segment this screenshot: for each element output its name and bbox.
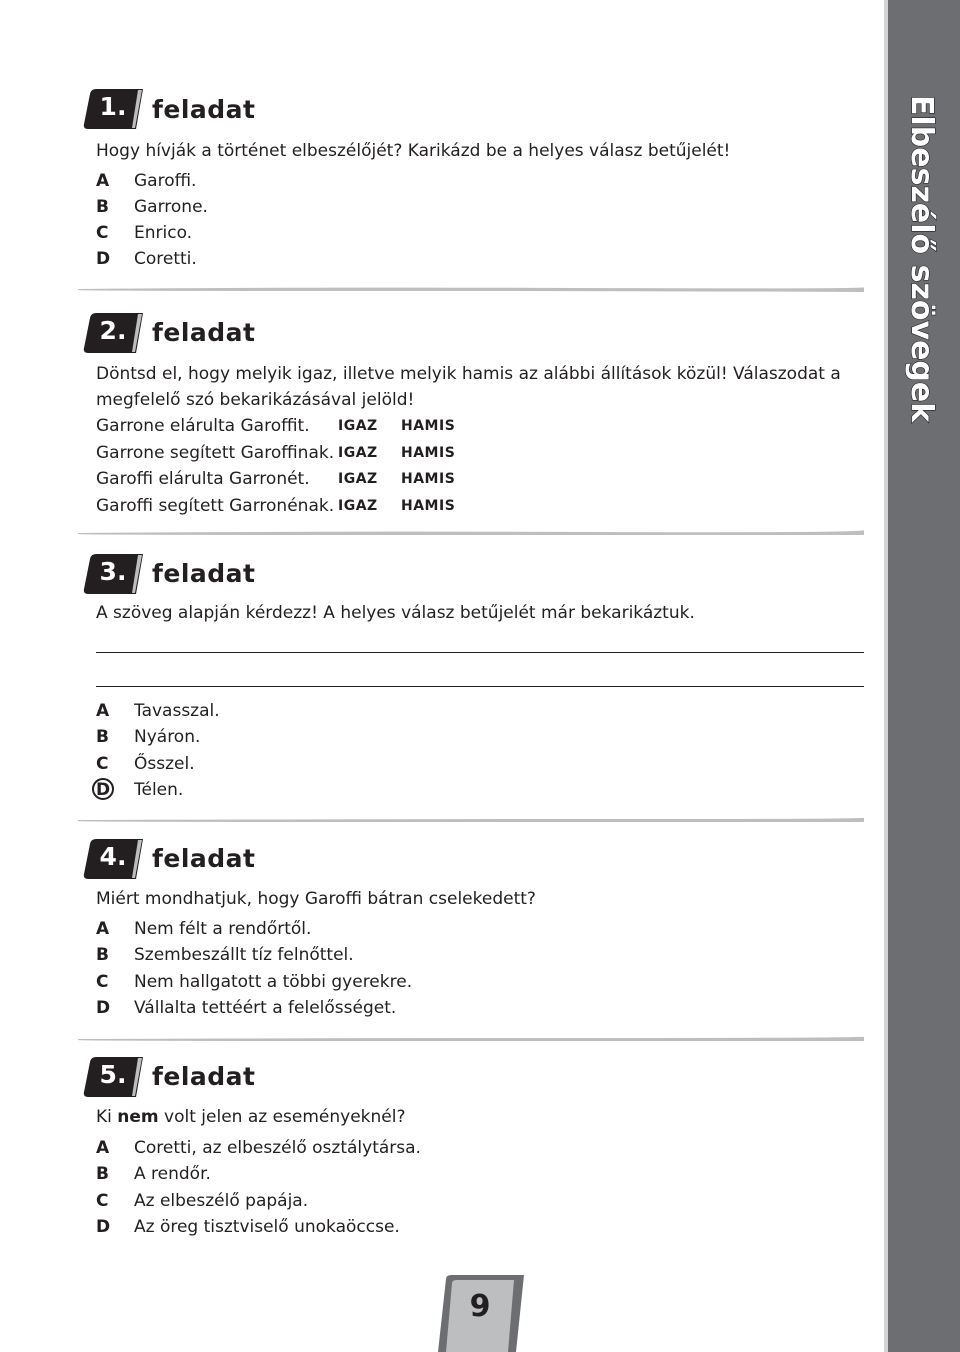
- option-letter: C: [96, 972, 109, 992]
- answer-line[interactable]: [96, 686, 864, 687]
- tf-statement: Garoffi elárulta Garronét.: [96, 469, 310, 489]
- option-letter: C: [96, 754, 109, 774]
- task-3-number: 3.: [99, 557, 127, 586]
- option-letter: A: [96, 1138, 110, 1158]
- tf-statement: Garrone segített Garoffinak.: [96, 443, 335, 463]
- side-title: [888, 0, 960, 460]
- separator: [78, 814, 864, 824]
- option-text: Nyáron.: [134, 727, 201, 747]
- task-1-question: Hogy hívják a történet elbeszélőjét? Karikázd be a helyes válasz betűjelét!: [96, 141, 731, 161]
- option-letter: D: [96, 1217, 111, 1237]
- separator: [78, 527, 864, 537]
- task-3-badge: [82, 553, 144, 595]
- option-text: Coretti.: [134, 249, 197, 269]
- tf-row: [96, 440, 596, 466]
- page-number: 9: [469, 1289, 491, 1324]
- option-text: Garoffi.: [134, 171, 197, 191]
- igaz-choice[interactable]: IGAZ: [338, 498, 378, 514]
- side-title-text: Elbeszélő szövegek: [904, 95, 939, 423]
- task-4-title: feladat: [152, 844, 256, 873]
- task-3-question: A szöveg alapján kérdezz! A helyes válasz betűjelét már bekarikáztuk.: [96, 603, 695, 623]
- option-text: A rendőr.: [134, 1164, 211, 1184]
- igaz-choice[interactable]: IGAZ: [338, 445, 378, 461]
- task-5-badge: [82, 1056, 144, 1098]
- hamis-choice[interactable]: HAMIS: [401, 418, 456, 434]
- igaz-choice[interactable]: IGAZ: [338, 471, 378, 487]
- option-text: Az öreg tisztviselő unokaöccse.: [134, 1217, 400, 1237]
- tf-row: [96, 493, 596, 519]
- task-1-badge: [82, 88, 144, 130]
- option-letter: D: [96, 780, 111, 800]
- question-emphasis: nem: [117, 1107, 159, 1127]
- hamis-choice[interactable]: HAMIS: [401, 445, 456, 461]
- option-text: Garrone.: [134, 197, 208, 217]
- task-1-number: 1.: [99, 92, 127, 121]
- page-number-tab: [432, 1275, 528, 1352]
- option-letter: D: [96, 998, 111, 1018]
- option-text: Télen.: [134, 780, 184, 800]
- option-letter: A: [96, 919, 110, 939]
- tf-row: [96, 413, 596, 439]
- option-letter: B: [96, 1164, 109, 1184]
- task-2-title: feladat: [152, 318, 256, 347]
- option-letter: B: [96, 945, 109, 965]
- hamis-choice[interactable]: HAMIS: [401, 498, 456, 514]
- option-text: Tavasszal.: [134, 701, 220, 721]
- option-letter: B: [96, 727, 109, 747]
- option-text: Enrico.: [134, 223, 193, 243]
- option-text: Nem félt a rendőrtől.: [134, 919, 312, 939]
- task-4-question: Miért mondhatjuk, hogy Garoffi bátran cselekedett?: [96, 889, 536, 909]
- separator: [78, 284, 864, 294]
- question-prefix: Ki: [96, 1107, 118, 1127]
- option-letter: B: [96, 197, 109, 217]
- question-suffix: volt jelen az eseményeknél?: [158, 1107, 406, 1127]
- option-text: Az elbeszélő papája.: [134, 1191, 309, 1211]
- igaz-choice[interactable]: IGAZ: [338, 418, 378, 434]
- task-2-badge: [82, 312, 144, 354]
- separator: [78, 1033, 864, 1043]
- option-text: Coretti, az elbeszélő osztálytársa.: [134, 1138, 421, 1158]
- task-2-question: Döntsd el, hogy melyik igaz, illetve melyik hamis az alábbi állítások közül! Válaszodat a megfelelő szó bekarikázásával jelöld!: [96, 364, 841, 410]
- tf-row: [96, 466, 596, 492]
- task-5-question: [96, 1104, 871, 1130]
- option-letter: A: [96, 701, 110, 721]
- answer-line[interactable]: [96, 652, 864, 653]
- task-3-title: feladat: [152, 559, 256, 588]
- option-letter: C: [96, 223, 109, 243]
- option-letter: A: [96, 171, 110, 191]
- option-text: Szembeszállt tíz felnőttel.: [134, 945, 354, 965]
- task-4-number: 4.: [99, 842, 127, 871]
- task-5-number: 5.: [99, 1060, 127, 1089]
- option-text: Vállalta tettéért a felelősséget.: [134, 998, 397, 1018]
- task-4-badge: [82, 838, 144, 880]
- tf-statement: Garrone elárulta Garoffit.: [96, 416, 310, 436]
- option-letter: D: [96, 249, 111, 269]
- side-title-svg: [888, 0, 960, 460]
- task-1-title: feladat: [152, 95, 256, 124]
- option-letter: C: [96, 1191, 109, 1211]
- hamis-choice[interactable]: HAMIS: [401, 471, 456, 487]
- option-text: Nem hallgatott a többi gyerekre.: [134, 972, 413, 992]
- side-bar: [888, 0, 960, 1352]
- tf-statement: Garoffi segített Garronénak.: [96, 496, 335, 516]
- task-2-number: 2.: [99, 316, 127, 345]
- option-text: Ősszel.: [134, 754, 195, 774]
- task-5-title: feladat: [152, 1062, 256, 1091]
